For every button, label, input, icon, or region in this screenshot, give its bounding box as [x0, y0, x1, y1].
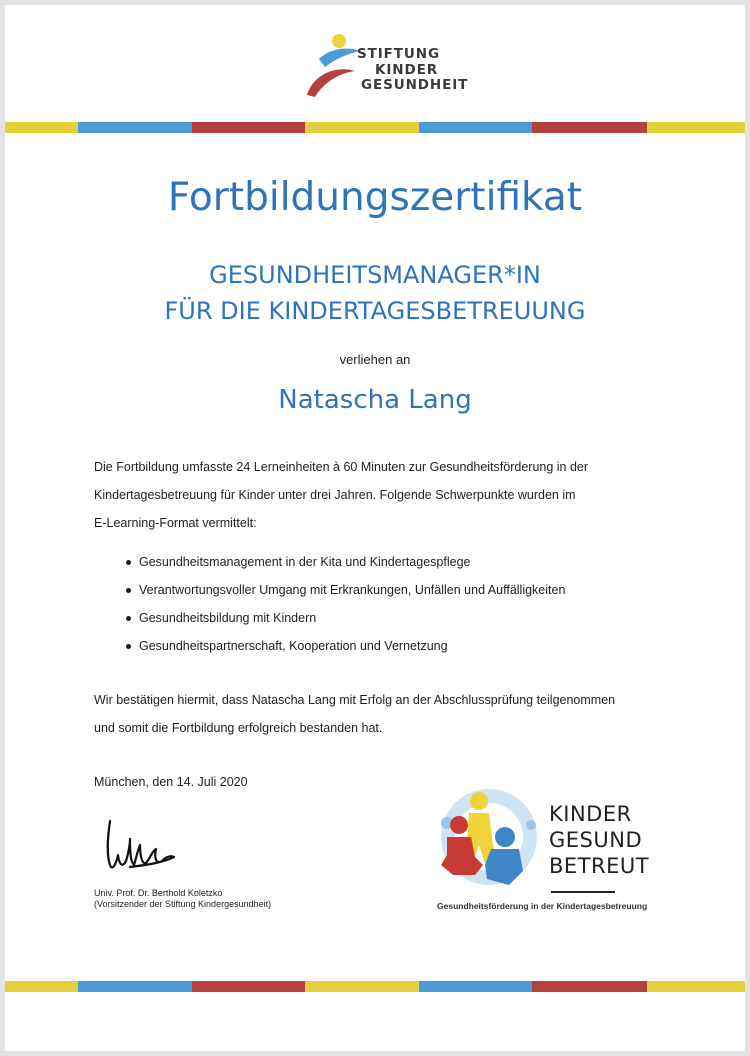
logo-line-kinder: KINDER — [375, 61, 439, 78]
signer-block — [94, 888, 271, 910]
intro-line-2: Kindertagesbetreuung für Kinder unter drei Jahren. Folgende Schwerpunkte wurden im — [94, 488, 576, 502]
kinder-gesund-betreut-wordmark — [549, 801, 649, 879]
kgb-line-kinder: KINDER — [549, 802, 632, 826]
stripe-segment — [192, 981, 305, 992]
stripe-segment — [192, 122, 305, 133]
stripe-segment — [419, 122, 532, 133]
confirmation-line-1: Wir bestätigen hiermit, dass Natascha Lang mit Erfolg an der Abschlussprüfung teilgenommen — [94, 693, 616, 707]
intro-paragraph — [94, 453, 674, 537]
logo-divider — [551, 891, 615, 893]
awarded-to-label: verliehen an — [339, 352, 411, 367]
certificate-title: Fortbildungszertifikat — [167, 175, 583, 220]
stripe-segment — [647, 122, 745, 133]
list-item: Gesundheitsbildung mit Kindern — [125, 604, 565, 632]
stripe-segment — [5, 122, 78, 133]
list-item: Verantwortungsvoller Umgang mit Erkrankungen, Unfällen und Auffälligkeiten — [125, 576, 565, 604]
confirmation-line-2: und somit die Fortbildung erfolgreich bestanden hat. — [94, 721, 383, 735]
intro-line-1: Die Fortbildung umfasste 24 Lerneinheiten à 60 Minuten zur Gesundheitsförderung in der — [94, 460, 589, 474]
stripe-segment — [5, 981, 78, 992]
subtitle-line-1: GESUNDHEITSMANAGER*IN — [209, 261, 541, 289]
stripe-segment — [647, 981, 745, 992]
signer-name: Univ. Prof. Dr. Berthold Koletzko — [94, 888, 223, 898]
intro-line-3: E-Learning-Format vermittelt: — [94, 516, 257, 530]
stripe-segment — [532, 122, 647, 133]
subtitle-line-2: FÜR DIE KINDERTAGESBETREUUNG — [164, 297, 586, 325]
kgb-line-betreut: BETREUT — [549, 854, 650, 878]
recipient-name: Natascha Lang — [278, 385, 472, 415]
stiftung-logo-wordmark — [357, 47, 468, 94]
logo-line-stiftung: STIFTUNG — [357, 46, 440, 62]
signer-role: (Vorsitzender der Stiftung Kindergesundheit) — [94, 899, 272, 909]
stripe-segment — [305, 122, 419, 133]
stripe-segment — [419, 981, 532, 992]
stiftung-kindergesundheit-logo-icon — [305, 31, 365, 103]
list-item: Gesundheitsmanagement in der Kita und Kindertagespflege — [125, 548, 565, 576]
stripe-segment — [78, 122, 192, 133]
stripe-segment — [305, 981, 419, 992]
signature-image — [100, 815, 190, 875]
kgb-tagline: Gesundheitsförderung in der Kindertagesbetreuung — [437, 901, 648, 911]
kgb-line-gesund: GESUND — [549, 828, 643, 852]
certificate-page — [5, 5, 745, 1051]
stiftung-kindergesundheit-logo — [305, 31, 469, 103]
confirmation-paragraph — [94, 686, 674, 742]
kinder-gesund-betreut-logo-icon — [429, 785, 549, 895]
place-date: München, den 14. Juli 2020 — [94, 775, 248, 789]
color-stripe-bottom — [5, 981, 745, 992]
stripe-segment — [78, 981, 192, 992]
list-item: Gesundheitspartnerschaft, Kooperation und Vernetzung — [125, 632, 565, 660]
topic-list — [125, 548, 565, 660]
color-stripe-top — [5, 122, 745, 133]
stripe-segment — [532, 981, 647, 992]
certificate-subtitle — [5, 257, 745, 329]
kinder-gesund-betreut-logo — [429, 785, 650, 915]
logo-line-gesundheit: GESUNDHEIT — [361, 77, 469, 93]
